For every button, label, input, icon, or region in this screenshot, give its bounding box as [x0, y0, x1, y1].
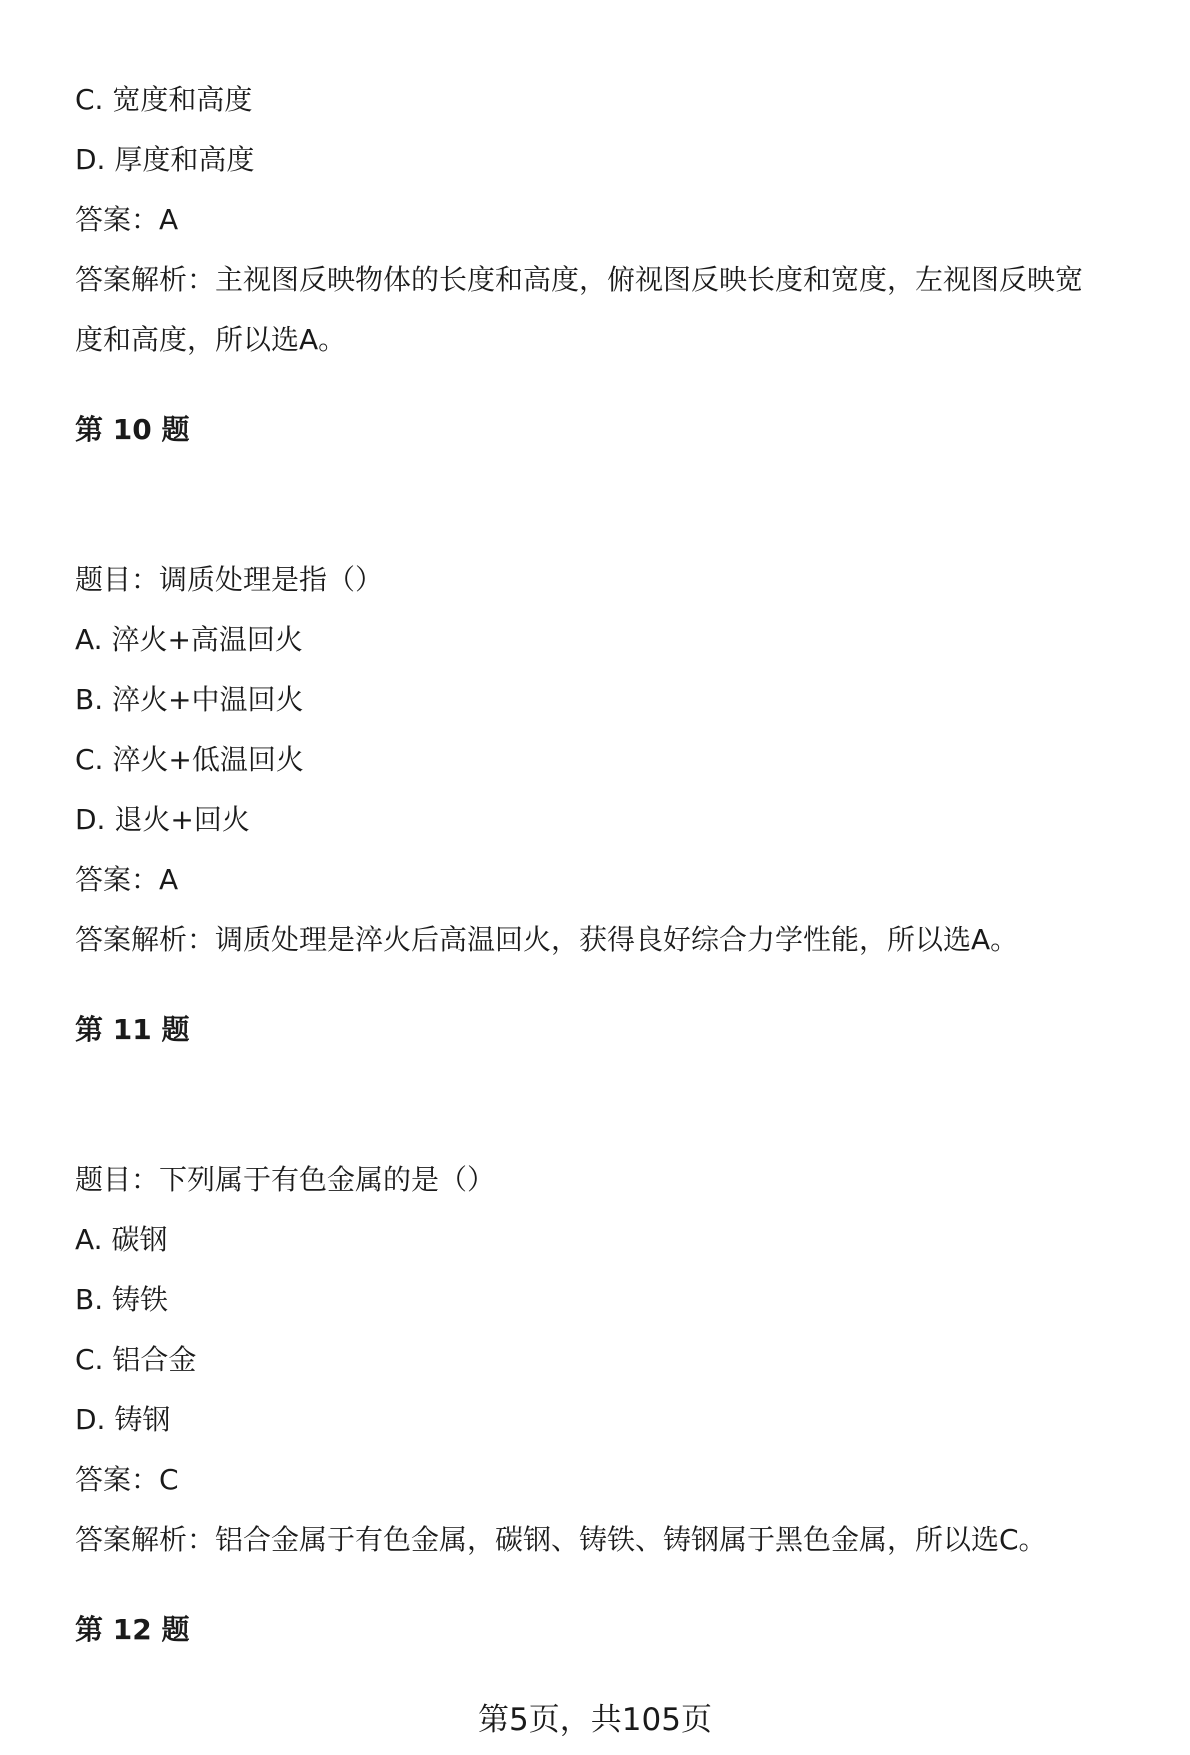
q11-answer: 答案：C: [75, 1463, 179, 1496]
q10-stem: 题目：调质处理是指（）: [75, 563, 384, 596]
q10-explanation: 答案解析：调质处理是淬火后高温回火，获得良好综合力学性能，所以选A。: [75, 923, 1019, 956]
q11-option-c: C. 铝合金: [75, 1343, 197, 1376]
q11-explanation: 答案解析：铝合金属于有色金属，碳钢、铸铁、铸钢属于黑色金属，所以选C。: [75, 1523, 1047, 1556]
prev-explanation-line2: 度和高度，所以选A。: [75, 323, 347, 356]
q10-answer: 答案：A: [75, 863, 179, 896]
q11-option-d: D. 铸钢: [75, 1403, 171, 1436]
q10-option-a: A. 淬火+高温回火: [75, 623, 303, 656]
q10-option-b: B. 淬火+中温回火: [75, 683, 304, 716]
q11-option-b: B. 铸铁: [75, 1283, 169, 1316]
prev-explanation-line1: 答案解析：主视图反映物体的长度和高度，俯视图反映长度和宽度，左视图反映宽: [75, 263, 1084, 296]
q12-heading: 第 12 题: [75, 1613, 190, 1646]
q11-option-a: A. 碳钢: [75, 1223, 168, 1256]
prev-answer: 答案：A: [75, 203, 179, 236]
q10-option-c: C. 淬火+低温回火: [75, 743, 304, 776]
q10-heading: 第 10 题: [75, 413, 190, 446]
q10-option-d: D. 退火+回火: [75, 803, 250, 836]
q11-stem: 题目：下列属于有色金属的是（）: [75, 1163, 496, 1196]
prev-option-d: D. 厚度和高度: [75, 143, 255, 176]
q11-heading: 第 11 题: [75, 1013, 190, 1046]
prev-option-c: C. 宽度和高度: [75, 83, 253, 116]
page-number-footer: 第5页，共105页: [478, 1702, 712, 1738]
